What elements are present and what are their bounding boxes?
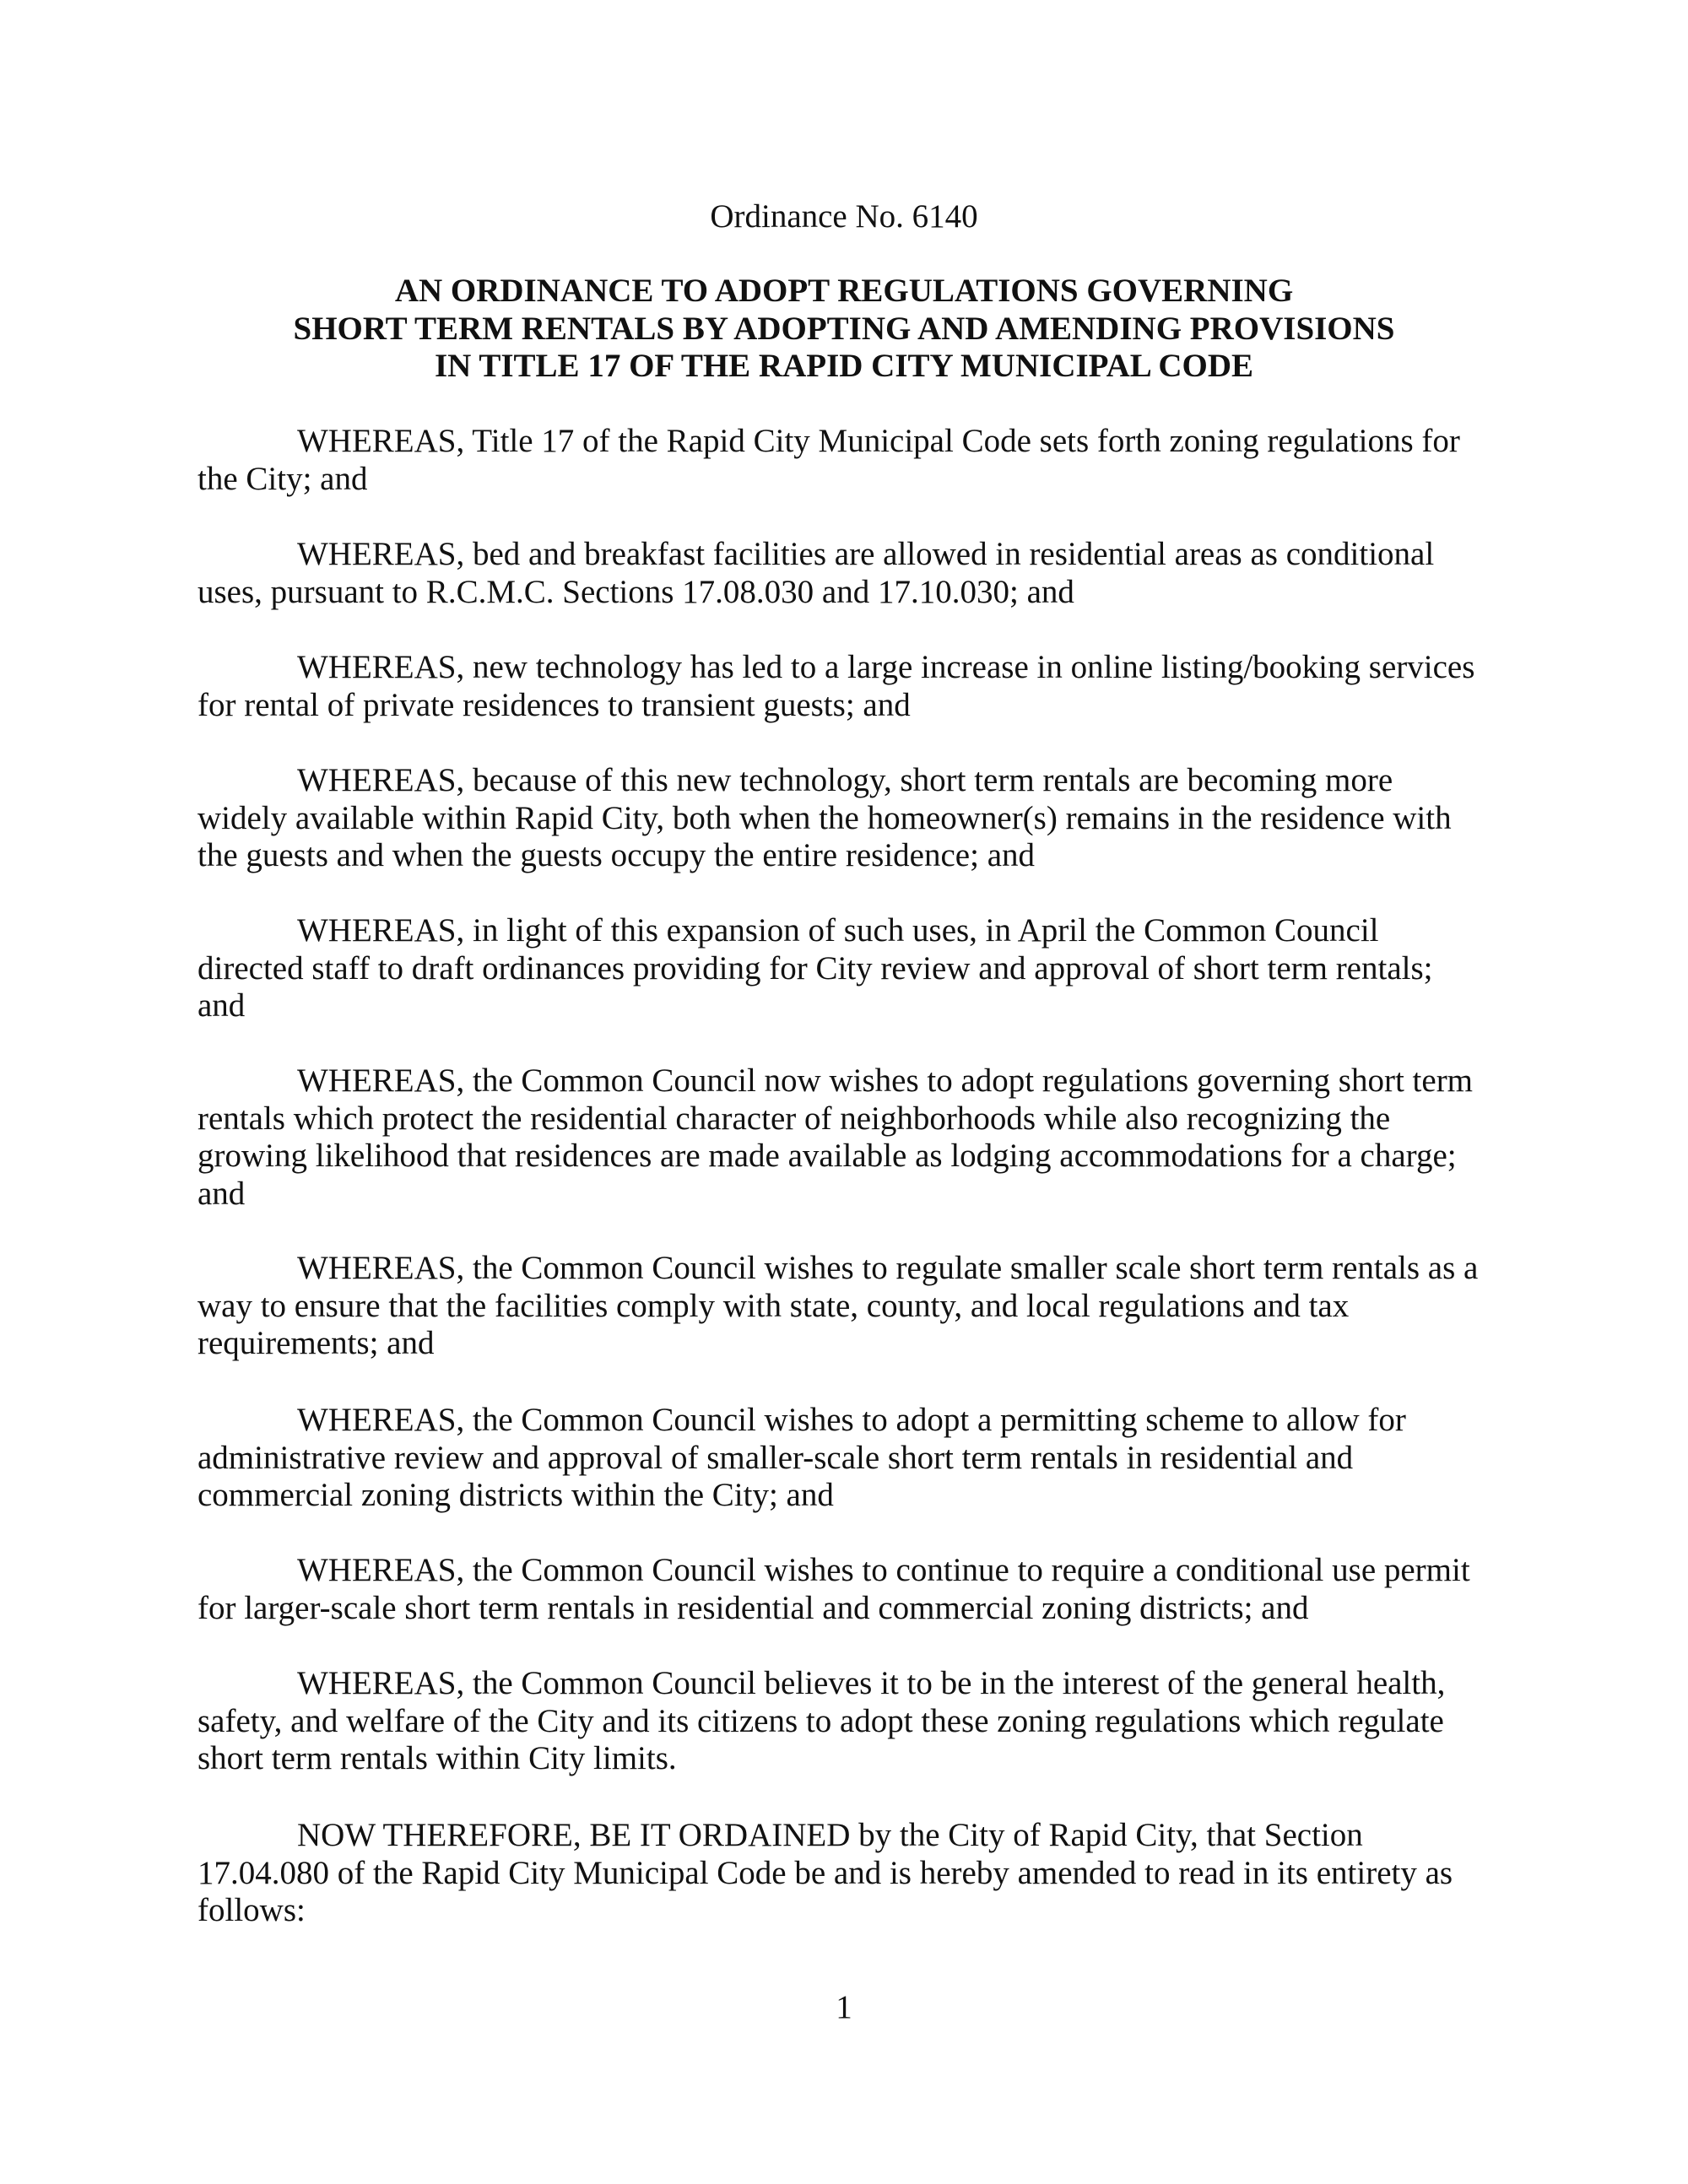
paragraph-line: commercial zoning districts within the City; and	[197, 1477, 834, 1514]
paragraph-line: uses, pursuant to R.C.M.C. Sections 17.08.030 and 17.10.030; and	[197, 573, 1074, 610]
paragraph-line: and	[197, 987, 246, 1024]
paragraph-line: widely available within Rapid City, both when the homeowner(s) remains in the residence with	[197, 799, 1452, 836]
paragraph	[197, 1665, 1514, 1778]
paragraph-line: growing likelihood that residences are made available as lodging accommodations for a charge;	[197, 1138, 1457, 1175]
paragraph-line: way to ensure that the facilities comply with state, county, and local regulations and tax	[197, 1287, 1350, 1324]
paragraph-line: and	[197, 1175, 246, 1212]
paragraph-line: WHEREAS, bed and breakfast facilities are allowed in residential areas as conditional	[297, 536, 1435, 572]
paragraph-line: for larger-scale short term rentals in residential and commercial zoning districts; and	[197, 1589, 1309, 1626]
paragraph-line: WHEREAS, new technology has led to a large increase in online listing/booking services	[297, 649, 1475, 685]
paragraph	[197, 762, 1514, 875]
paragraph	[197, 649, 1514, 724]
paragraph-line: WHEREAS, the Common Council wishes to regulate smaller scale short term rentals as a	[297, 1250, 1479, 1286]
paragraph-line: rentals which protect the residential character of neighborhoods while also recognizing the	[197, 1100, 1391, 1137]
heading-line: IN TITLE 17 OF THE RAPID CITY MUNICIPAL CODE	[434, 348, 1254, 385]
paragraph	[197, 1062, 1514, 1213]
paragraph	[197, 1250, 1514, 1363]
paragraph-line: administrative review and approval of smaller-scale short term rentals in residential and	[197, 1439, 1354, 1476]
paragraph-line: safety, and welfare of the City and its citizens to adopt these zoning regulations which regulate	[197, 1702, 1444, 1739]
paragraph	[197, 536, 1514, 611]
paragraph-line: 17.04.080 of the Rapid City Municipal Code be and is hereby amended to read in its entirety as	[197, 1854, 1453, 1891]
paragraph-line: WHEREAS, the Common Council wishes to adopt a permitting scheme to allow for	[297, 1402, 1406, 1438]
paragraph	[197, 1552, 1514, 1627]
heading-line: SHORT TERM RENTALS BY ADOPTING AND AMENDING PROVISIONS	[293, 310, 1395, 347]
ordinance-heading	[0, 273, 1688, 386]
paragraph-line: NOW THEREFORE, BE IT ORDAINED by the City of Rapid City, that Section	[297, 1817, 1363, 1853]
paragraph	[197, 912, 1514, 1025]
paragraph-line: WHEREAS, in light of this expansion of such uses, in April the Common Council	[297, 912, 1379, 949]
paragraph-line: follows:	[197, 1892, 306, 1929]
paragraph-line: directed staff to draft ordinances providing for City review and approval of short term rentals;	[197, 949, 1433, 987]
paragraph-line: WHEREAS, the Common Council now wishes to adopt regulations governing short term	[297, 1062, 1474, 1099]
paragraph-line: WHEREAS, because of this new technology, short term rentals are becoming more	[297, 762, 1393, 798]
paragraph	[197, 1817, 1514, 1930]
paragraph-line: the City; and	[197, 460, 368, 497]
paragraph-line: short term rentals within City limits.	[197, 1740, 677, 1777]
paragraph-line: WHEREAS, the Common Council wishes to continue to require a conditional use permit	[297, 1552, 1470, 1588]
page-number: 1	[836, 1989, 852, 2025]
paragraph	[197, 423, 1514, 498]
paragraph-line: requirements; and	[197, 1325, 435, 1362]
paragraph-line: WHEREAS, the Common Council believes it to be in the interest of the general health,	[297, 1665, 1446, 1701]
ordinance-number: Ordinance No. 6140	[710, 198, 978, 235]
paragraph-line: WHEREAS, Title 17 of the Rapid City Municipal Code sets forth zoning regulations for	[297, 423, 1460, 459]
paragraph-line: the guests and when the guests occupy the entire residence; and	[197, 837, 1036, 874]
paragraph-line: for rental of private residences to transient guests; and	[197, 686, 911, 723]
heading-line: AN ORDINANCE TO ADOPT REGULATIONS GOVERNING	[394, 273, 1294, 309]
paragraph	[197, 1402, 1514, 1515]
